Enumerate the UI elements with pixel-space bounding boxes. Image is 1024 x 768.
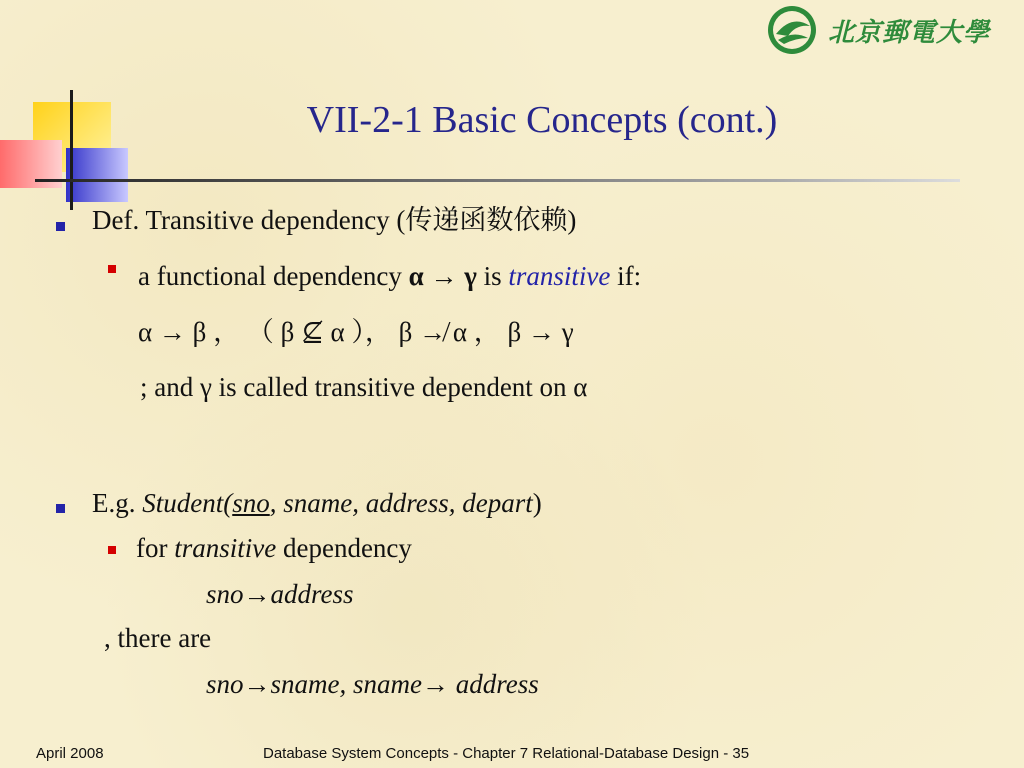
example-fd-2: sno→sname, sname→ address — [206, 669, 539, 699]
footer-date: April 2008 — [36, 745, 104, 762]
bullet-icon — [56, 504, 65, 513]
example-label: E.g. — [92, 488, 143, 518]
logo-text: 北京郵電大學 — [828, 17, 991, 48]
definition-is: is — [476, 261, 509, 291]
definition-heading: Def. Transitive dependency (传递函数依赖) — [92, 205, 577, 235]
sub-bullet-icon — [108, 546, 116, 554]
example-for-post: dependency — [276, 533, 412, 563]
definition-transitive: transitive — [508, 261, 611, 291]
relation-name: Student( — [142, 488, 233, 518]
university-logo — [766, 2, 1016, 58]
decor-blue-square — [66, 148, 128, 202]
definition-formula: α → γ — [408, 261, 477, 291]
definition-text-pre: a functional dependency — [138, 261, 409, 291]
example-there-are: , there are — [104, 623, 212, 653]
relation-attributes: , sname, address, depart — [269, 488, 533, 518]
transitive-note: ; and γ is called transitive dependent on α — [140, 372, 588, 402]
example-heading — [92, 487, 542, 519]
example-fd-1: sno→address — [206, 579, 354, 609]
sub-bullet-icon — [108, 265, 116, 273]
example-for-pre: for — [136, 533, 175, 563]
transitive-conditions: α → β ， （ β ⊈ α ）， β ↛ α ， β → γ — [138, 317, 574, 347]
bupt-logo-icon — [766, 4, 818, 56]
relation-close: ) — [532, 488, 542, 518]
slide-title: VII-2-1 Basic Concepts (cont.) — [306, 99, 778, 141]
title-underline — [35, 179, 960, 182]
footer-course-info: Database System Concepts - Chapter 7 Relational-Database Design - 35 — [263, 745, 750, 762]
bullet-icon — [56, 222, 65, 231]
relation-key: sno — [232, 488, 270, 518]
definition-if: if: — [610, 261, 642, 291]
example-for — [136, 532, 412, 564]
definition-text — [138, 260, 641, 292]
example-for-transitive: transitive — [174, 533, 277, 563]
